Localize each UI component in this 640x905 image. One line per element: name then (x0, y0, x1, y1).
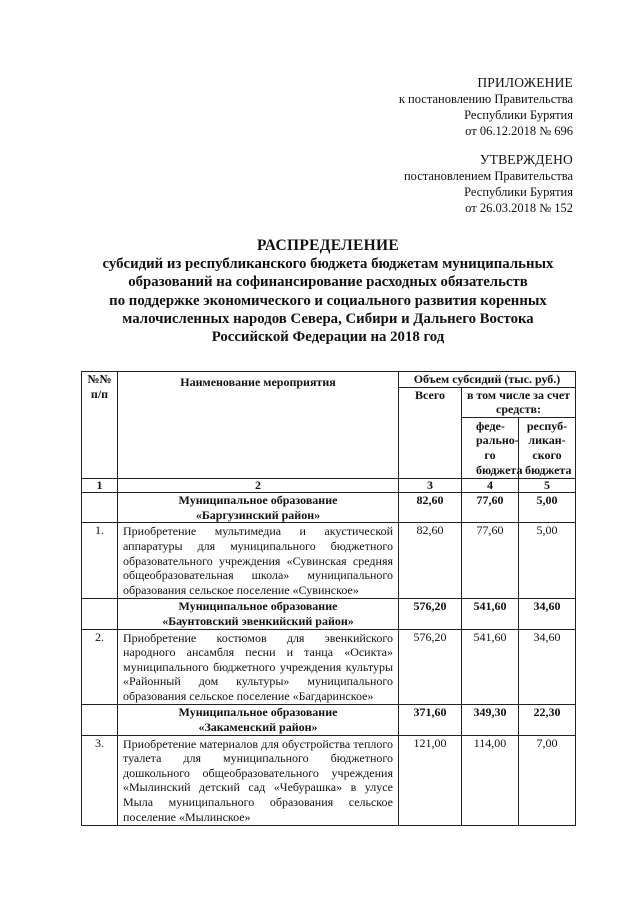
item-republic: 7,00 (519, 735, 576, 826)
item-republic: 34,60 (519, 629, 576, 705)
item-total: 121,00 (399, 735, 462, 826)
item-text: Приобретение мультимедиа и акустической аппаратуры для муниципального бюджетного образовательного учреждения «Сувинская средняя общеобразовательная школа» муниципального образования сельское поселение «Сувинское» (118, 523, 399, 599)
heading-line: образований на софинансирование расходных обязательств (128, 274, 528, 291)
municipality-federal: 349,30 (462, 705, 519, 735)
empty-cell (82, 599, 118, 629)
appendix-date: от 06.12.2018 № 696 (465, 124, 573, 138)
item-federal: 541,60 (462, 629, 519, 705)
table-row (82, 629, 576, 705)
table-row (82, 735, 576, 826)
municipality-total: 371,60 (399, 705, 462, 735)
approved-line: постановлением Правительства (403, 169, 573, 183)
col-number: 2 (118, 479, 399, 493)
municipality-federal: 541,60 (462, 599, 519, 629)
empty-cell (82, 705, 118, 735)
header-total: Всего (399, 387, 462, 479)
table-header-row (82, 372, 576, 388)
subsidy-table (81, 371, 576, 826)
col-number: 1 (82, 479, 118, 493)
item-total: 576,20 (399, 629, 462, 705)
header-federal: феде-рально-го бюджета (462, 417, 519, 478)
municipality-row (82, 493, 576, 523)
appendix-title: ПРИЛОЖЕНИЕ (477, 75, 573, 90)
col-number: 3 (399, 479, 462, 493)
municipality-total: 82,60 (399, 493, 462, 523)
municipality-republic: 34,60 (519, 599, 576, 629)
municipality-federal: 77,60 (462, 493, 519, 523)
column-numbers-row (82, 479, 576, 493)
item-num: 2. (82, 629, 118, 705)
heading-line: Российской Федерации на 2018 год (211, 329, 445, 346)
heading-line: субсидий из республиканского бюджета бюджетам муниципальных (102, 256, 554, 273)
heading-line: малочисленных народов Севера, Сибири и Дальнего Востока (122, 310, 534, 327)
appendix-block (399, 75, 573, 139)
municipality-row (82, 705, 576, 735)
heading-line: по поддержке экономического и социального развития коренных (109, 292, 547, 309)
header-incl: в том числе за счет средств: (462, 387, 576, 417)
header-num: №№ п/п (82, 372, 118, 479)
item-text: Приобретение материалов для обустройства теплого туалета для муниципального бюджетного дошкольного общеобразовательного учреждения «Мылинский детский сад «Чебурашка» в улусе Мыла муниципального образования сельское поселение «Мылинское» (118, 735, 399, 826)
appendix-line: к постановлению Правительства (398, 92, 573, 106)
header-volume: Объем субсидий (тыс. руб.) (399, 372, 576, 388)
appendix-line: Республики Бурятия (464, 108, 573, 122)
item-federal: 77,60 (462, 523, 519, 599)
municipality-republic: 5,00 (519, 493, 576, 523)
approved-title: УТВЕРЖДЕНО (479, 152, 573, 167)
header-name: Наименование мероприятия (118, 372, 399, 479)
municipality-name: Муниципальное образование «Закаменский район» (118, 705, 399, 735)
item-republic: 5,00 (519, 523, 576, 599)
col-number: 4 (462, 479, 519, 493)
header-republic: респуб-ликан-ского бюджета (519, 417, 576, 478)
approved-line: Республики Бурятия (464, 185, 573, 199)
document-heading (78, 237, 578, 346)
item-total: 82,60 (399, 523, 462, 599)
municipality-row (82, 599, 576, 629)
col-number: 5 (519, 479, 576, 493)
municipality-name: Муниципальное образование «Баргузинский район» (118, 493, 399, 523)
municipality-name: Муниципальное образование «Баунтовский эвенкийский район» (118, 599, 399, 629)
heading-title: РАСПРЕДЕЛЕНИЕ (257, 237, 399, 254)
municipality-total: 576,20 (399, 599, 462, 629)
approved-block (404, 152, 573, 216)
approved-date: от 26.03.2018 № 152 (465, 201, 573, 215)
item-text: Приобретение костюмов для эвенкийского народного ансамбля песни и танца «Осикта» муниципального бюджетного учреждения культуры «Районный дом культуры» муниципального образования сельское поселение «Багдаринское» (118, 629, 399, 705)
table-row (82, 523, 576, 599)
item-federal: 114,00 (462, 735, 519, 826)
municipality-republic: 22,30 (519, 705, 576, 735)
empty-cell (82, 493, 118, 523)
item-num: 3. (82, 735, 118, 826)
item-num: 1. (82, 523, 118, 599)
